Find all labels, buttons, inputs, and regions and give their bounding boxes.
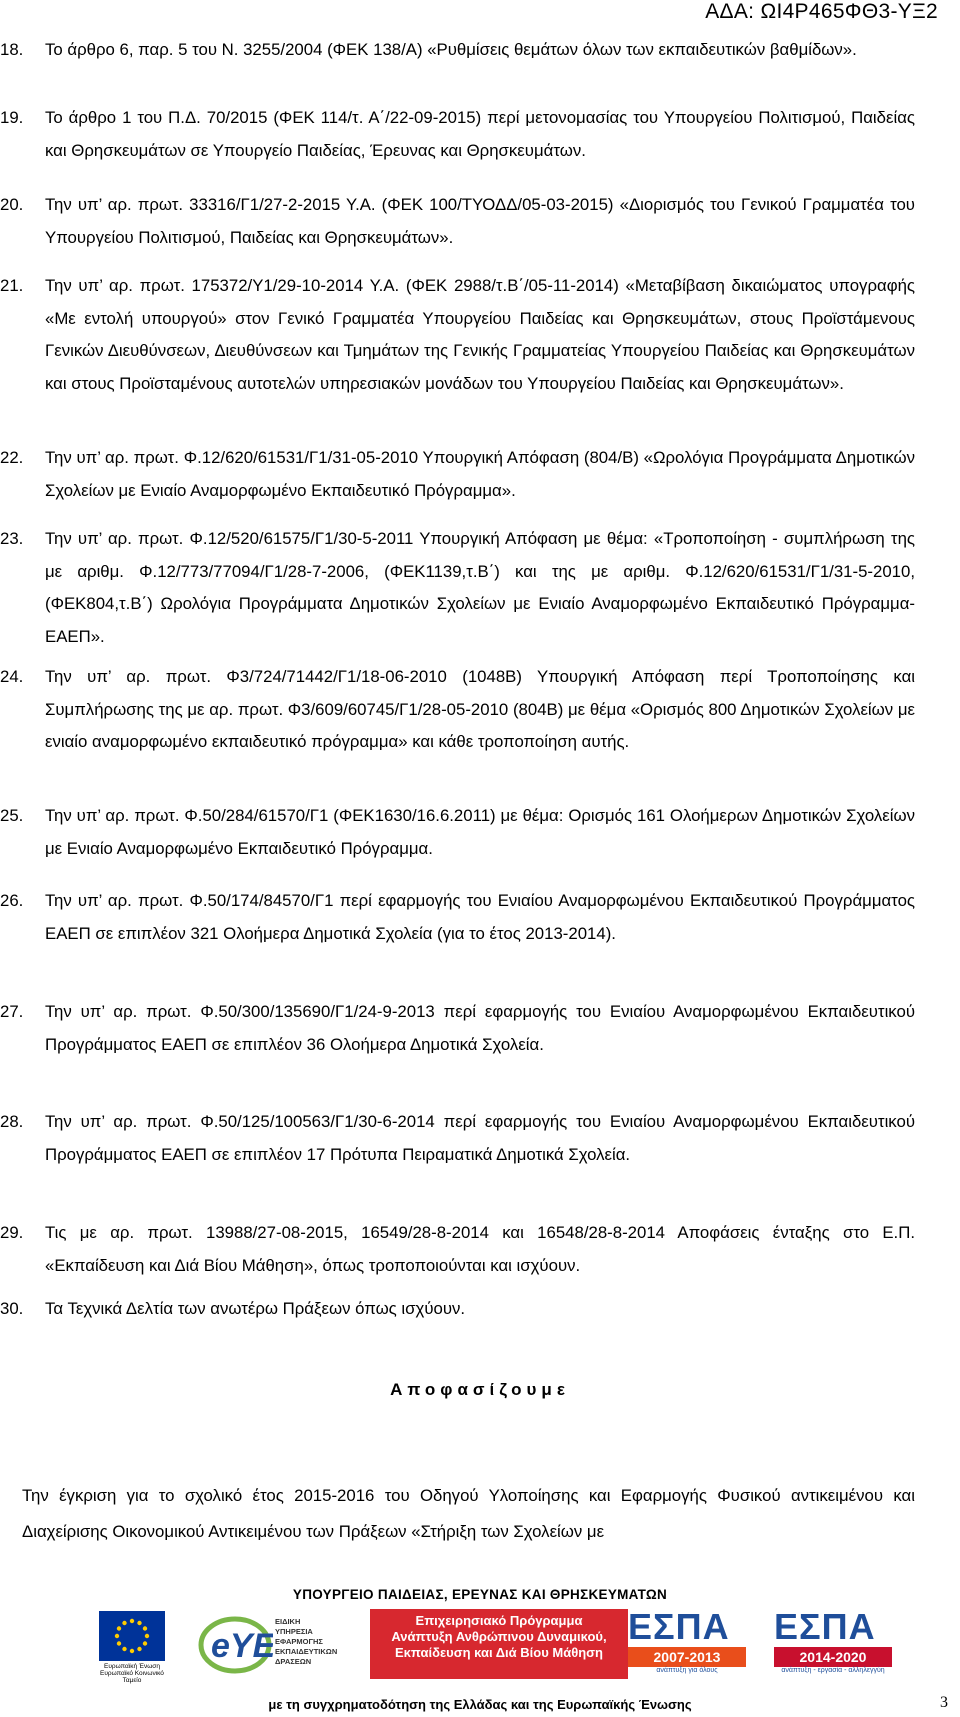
decision-paragraph: Την έγκριση για το σχολικό έτος 2015-2016 του Οδηγού Υλοποίησης και Εφαρμογής Φυσικού αντικειμένου και Διαχείρισης Οικονομικού Αντικειμένου των Πράξεων «Στήριξη των Σχολείων με — [22, 1486, 915, 1541]
espa-2007-logo — [628, 1607, 746, 1689]
item-number: 20. — [0, 195, 24, 214]
op-line: Επιχειρησιακό Πρόγραμμα — [415, 1613, 583, 1628]
item-text: Την υπ’ αρ. πρωτ. Φ.12/520/61575/Γ1/30-5-2011 Υπουργική Απόφαση με θέμα: «Τροποποίηση - συμπλήρωση της με αριθμ. Φ.12/773/77094/Γ1/28-7-2006, (ΦΕΚ1139,τ.Β΄) και της με αριθμ. Φ.12/620/61531/Γ1/31-5-2010, (ΦΕΚ804,τ.Β΄) Ωρολόγια Προγράμματα Δημοτικών Σχολείων με Ενιαίο Αναμορφωμένο Εκπαιδευτικό Πρόγραμμα- ΕΑΕΠ». — [45, 529, 915, 646]
eu-flag-icon — [99, 1611, 165, 1661]
eye-text-line: ΕΚΠΑΙΔΕΥΤΙΚΩΝ — [275, 1647, 338, 1656]
eye-logo-icon — [197, 1609, 273, 1679]
item-number: 29. — [0, 1223, 24, 1242]
op-line: Ανάπτυξη Ανθρώπινου Δυναμικού, — [391, 1629, 607, 1644]
espa-word: ΕΣΠΑ — [774, 1606, 876, 1647]
item-text: Την υπ’ αρ. πρωτ. Φ3/724/71442/Γ1/18-06-2010 (1048Β) Υπουργική Απόφαση περί Τροποποίησης και Συμπλήρωσης της με αρ. πρωτ. Φ3/609/60745/Γ1/28-05-2010 (804Β) με θέμα «Ορισμός 800 Δημοτικών Σχολείων με ενιαίο αναμορφωμένο εκπαιδευτικό πρόγραμμα» και κάθε τροποποίηση αυτής. — [45, 667, 915, 751]
item-number: 28. — [0, 1112, 24, 1131]
espa-years: 2014-2020 — [774, 1647, 892, 1667]
item-number: 26. — [0, 891, 24, 910]
item-number: 18. — [0, 40, 24, 59]
eye-logo — [197, 1609, 357, 1689]
espa-subtitle: ανάπτυξη - εργασία - αλληλεγγύη — [781, 1667, 885, 1674]
item-text: Τα Τεχνικά Δελτία των ανωτέρω Πράξεων όπως ισχύουν. — [45, 1299, 466, 1318]
espa-years: 2007-2013 — [628, 1647, 746, 1667]
item-number: 24. — [0, 667, 24, 686]
item-number: 21. — [0, 276, 24, 295]
item-number: 30. — [0, 1299, 24, 1318]
eye-text-line: ΔΡΑΣΕΩΝ — [275, 1657, 312, 1666]
espa-word: ΕΣΠΑ — [628, 1606, 730, 1647]
item-text: Την υπ’ αρ. πρωτ. Φ.12/620/61531/Γ1/31-05-2010 Υπουργική Απόφαση (804/Β) «Ωρολόγια Προγράμματα Δημοτικών Σχολείων με Ενιαίο Αναμορφωμένο Εκπαιδευτικό Πρόγραμμα». — [45, 448, 915, 500]
item-number: 22. — [0, 448, 24, 467]
page-number: 3 — [940, 1694, 948, 1711]
decision-heading: Αποφασίζουμε — [390, 1380, 570, 1399]
item-text: Το άρθρο 1 του Π.Δ. 70/2015 (ΦΕΚ 114/τ. Α΄/22-09-2015) περί μετονομασίας του Υπουργείου Πολιτισμού, Παιδείας και Θρησκευμάτων σε Υπουργείο Παιδείας, Έρευνας και Θρησκευμάτων. — [45, 108, 915, 160]
item-number: 23. — [0, 529, 24, 548]
eye-text-line: ΥΠΗΡΕΣΙΑ — [275, 1627, 313, 1636]
svg-text:eYE: eYE — [211, 1627, 273, 1665]
espa-2014-logo — [774, 1607, 892, 1689]
item-text: Την υπ’ αρ. πρωτ. 33316/Γ1/27-2-2015 Υ.Α. (ΦΕΚ 100/ΤΥΟΔΔ/05-03-2015) «Διορισμός του Γενικού Γραμματέα του Υπουργείου Πολιτισμού, Παιδείας και Θρησκευμάτων». — [45, 195, 915, 247]
eye-text-line: ΕΙΔΙΚΗ — [275, 1617, 301, 1626]
item-text: Τις με αρ. πρωτ. 13988/27-08-2015, 16549/28-8-2014 και 16548/28-8-2014 Αποφάσεις ένταξης στο Ε.Π. «Εκπαίδευση και Διά Βίου Μάθηση», όπως τροποποιούνται και ισχύουν. — [45, 1223, 915, 1275]
item-number: 27. — [0, 1002, 24, 1021]
item-text: Την υπ’ αρ. πρωτ. Φ.50/300/135690/Γ1/24-9-2013 περί εφαρμογής του Ενιαίου Αναμορφωμένου Εκπαιδευτικού Προγράμματος ΕΑΕΠ σε επιπλέον 36 Ολοήμερα Δημοτικά Σχολεία. — [45, 1002, 915, 1054]
eu-logo — [95, 1611, 169, 1684]
item-text: Την υπ’ αρ. πρωτ. 175372/Υ1/29-10-2014 Υ.Α. (ΦΕΚ 2988/τ.Β΄/05-11-2014) «Μεταβίβαση δικαιώματος υπογραφής «Με εντολή υπουργού» στον Γενικό Γραμματέα Υπουργείου Παιδείας και Θρησκευμάτων, στους Προϊστάμενους Γενικών Διευθύνσεων, Διευθύνσεων και Τμημάτων της Γενικής Γραμματείας Υπουργείου Παιδείας και Θρησκευμάτων και στους Προϊσταμένους αυτοτελών υπηρεσιακών μονάδων του Υπουργείου Παιδείας και Θρησκευμάτων». — [45, 276, 915, 393]
ministry-title: ΥΠΟΥΡΓΕΙΟ ΠΑΙΔΕΙΑΣ, ΕΡΕΥΝΑΣ ΚΑΙ ΘΡΗΣΚΕΥΜΑΤΩΝ — [292, 1587, 668, 1602]
footer-banner — [0, 1583, 960, 1717]
item-text: Την υπ’ αρ. πρωτ. Φ.50/125/100563/Γ1/30-6-2014 περί εφαρμογής του Ενιαίου Αναμορφωμένου Εκπαιδευτικού Προγράμματος ΕΑΕΠ σε επιπλέον 17 Πρότυπα Πειραματικά Δημοτικά Σχολεία. — [45, 1112, 915, 1164]
item-text: Το άρθρο 6, παρ. 5 του Ν. 3255/2004 (ΦΕΚ 138/Α) «Ρυθμίσεις θεμάτων όλων των εκπαιδευτικών βαθμίδων». — [45, 40, 857, 59]
item-number: 25. — [0, 806, 24, 825]
eye-text-line: ΕΦΑΡΜΟΓΗΣ — [275, 1637, 323, 1646]
espa-subtitle: ανάπτυξη για όλους — [656, 1667, 718, 1674]
eu-caption: Ευρωπαϊκή Ένωση Ευρωπαϊκό Κοινωνικό Ταμείο — [100, 1663, 164, 1684]
item-text: Την υπ’ αρ. πρωτ. Φ.50/174/84570/Γ1 περί εφαρμογής του Ενιαίου Αναμορφωμένου Εκπαιδευτικού Προγράμματος ΕΑΕΠ σε επιπλέον 321 Ολοήμερα Δημοτικά Σχολεία (για το έτος 2013-2014). — [45, 891, 915, 943]
item-text: Την υπ’ αρ. πρωτ. Φ.50/284/61570/Γ1 (ΦΕΚ1630/16.6.2011) με θέμα: Ορισμός 161 Ολοήμερων Δημοτικών Σχολείων με Ενιαίο Αναμορφωμένο Εκπαιδευτικό Πρόγραμμα. — [45, 806, 915, 858]
cofunding-note: με τη συγχρηματοδότηση της Ελλάδας και της Ευρωπαϊκής Ένωσης — [268, 1697, 692, 1712]
item-number: 19. — [0, 108, 24, 127]
operational-programme-box — [370, 1609, 628, 1679]
op-line: Εκπαίδευση και Διά Βίου Μάθηση — [394, 1645, 604, 1660]
ada-code: ΑΔΑ: ΩΙ4Ρ465ΦΘ3-ΥΞ2 — [705, 0, 938, 23]
eye-text — [275, 1617, 337, 1667]
